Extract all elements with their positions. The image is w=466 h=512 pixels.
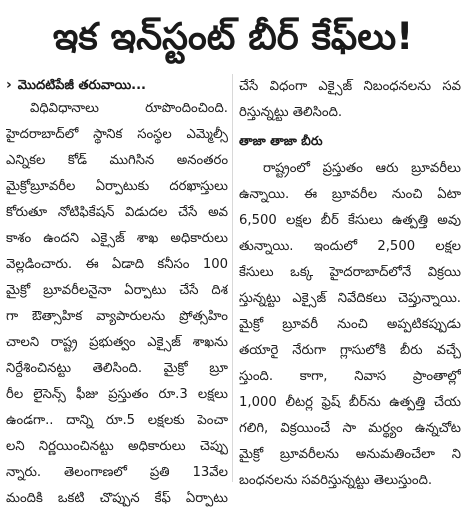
paragraph-line: చాలని రాష్ట్ర ప్రభుత్వం ఎక్సైజ్‌ శాఖను (6, 335, 228, 350)
paragraph-line: కోరుతూ నోటిఫికేషన్‌ విడుదల చేసే అవ (6, 205, 228, 220)
section-subtitle: తాజా తాజా బీరు (239, 133, 323, 148)
paragraph-line: ఉండగా.. దాన్ని రూ.5 లక్షలకు పెంచా (6, 413, 228, 428)
paragraph-line: తున్నాయి. ఇందులో 2,500 లక్షల (239, 239, 461, 254)
paragraph-line: హైదరాబాద్‌లో స్థానిక సంస్థల ఎమ్మెల్సీ (6, 127, 228, 142)
paragraph-line: 6,500 లక్షల బీర్‌ కేసులు ఉత్పత్తి అవు (239, 213, 461, 228)
paragraph-line: కేసులు ఒక్క హైదరాబాద్‌లోనే విక్రయి (239, 265, 461, 280)
paragraph-line: మైక్రో బ్రూవరీలను అనుమతించేలా ని (239, 447, 461, 462)
paragraph-line: చేసే విధంగా ఎక్సైజ్‌ నిబంధనలను సవ (239, 79, 461, 94)
paragraph-line: స్తున్నట్టు ఎక్సైజ్‌ నివేదికలు చెప్తున్నాయి. (239, 291, 461, 306)
paragraph-line: రాష్ట్రంలో ప్రస్తుతం ఆరు బ్రూవరీలు (263, 161, 461, 176)
paragraph-line: న్నారు. తెలంగాణలో ప్రతి 13వేల (6, 465, 228, 480)
paragraph-line: బంధనలను సవరిస్తున్నట్టు తెలుస్తుంది. (239, 473, 433, 488)
paragraph-line: మందికి ఒకటి చొప్పున కేఫ్‌ ఏర్పాటు (6, 491, 228, 506)
paragraph-line: 1,000 లీటర్ల ఫ్రెష్‌ బీర్‌ను ఉత్పత్తి చేయ (239, 395, 461, 410)
paragraph-line: మైక్రో బ్రూవరీ నుంచి అప్పటికప్పుడు (239, 317, 461, 332)
paragraph-line: తయారై నేరుగా గ్లాసులోకి బీరు వచ్చే (239, 343, 461, 358)
paragraph-line: నిర్దేశించినట్టు తెలిసింది. మైక్రో బ్రూ (6, 361, 228, 376)
paragraph-line: విధివిధానాలు రూపొందించింది. (30, 101, 228, 116)
paragraph-line: గలిగి, విక్రయించే సా మర్థ్యం ఉన్నచోట (239, 421, 461, 436)
continuation-label (6, 74, 228, 96)
paragraph-line: ఎన్నికల కోడ్‌ ముగిసిన అనంతరం (6, 153, 228, 168)
paragraph-line: రిస్తున్నట్టు తెలిసింది. (239, 105, 343, 120)
paragraph-line: ఉన్నాయి. ఈ బ్రూవరీల నుంచి ఏటా (239, 187, 461, 202)
paragraph-line: రీల లైసెన్స్‌ ఫీజు ప్రస్తుతం రూ.3 లక్షలు (6, 387, 228, 402)
paragraph-line: వెల్లడించారు. ఈ ఏడాది కనీసం 100 (6, 257, 228, 272)
right-column (239, 74, 461, 494)
column-divider (232, 74, 233, 482)
paragraph-line: మైక్రో బ్రూవరీలనైనా ఏర్పాటు చేసే దిశ (6, 283, 228, 298)
paragraph-line: మైక్రోబ్రూవరీల ఏర్పాటుకు దరఖాస్తులు (6, 179, 228, 194)
continuation-text: మొదటిపేజీ తరువాయి... (17, 78, 146, 93)
chevron-right-icon: › (6, 77, 12, 93)
paragraph-line: స్తుంది. కాగా, నివాస ప్రాంతాల్లో (239, 369, 461, 384)
paragraph-line: కాశం ఉందని ఎక్సైజ్‌ శాఖ అధికారులు (6, 231, 228, 246)
paragraph-line: లని నిర్ణయించినట్టు అధికారులు చెప్పు (6, 439, 228, 454)
left-column (6, 96, 228, 512)
headline: ఇక ఇన్‌స్టంట్‌ బీర్‌ కేఫ్‌లు! (52, 15, 414, 58)
paragraph-line: గా ఔత్సాహిక వ్యాపారులను ప్రోత్సహిం (6, 309, 228, 324)
